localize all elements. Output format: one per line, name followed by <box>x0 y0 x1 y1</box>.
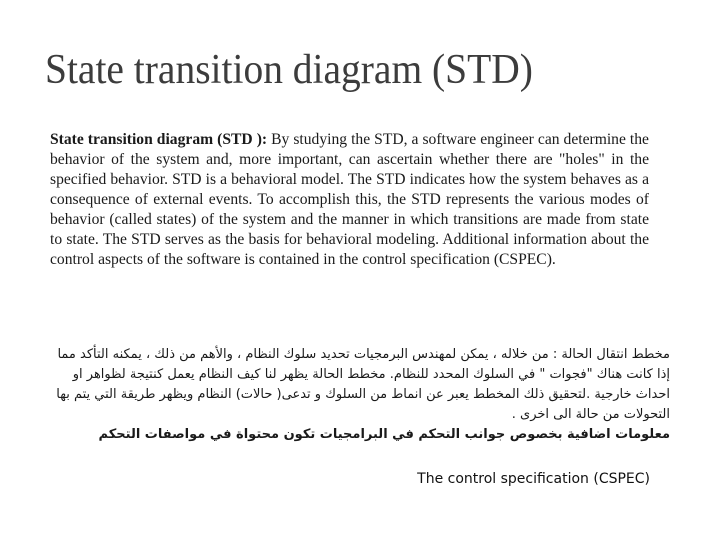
english-paragraph <box>50 130 649 270</box>
paragraph-body: By studying the STD, a software engineer can determine the behavior of the system and, more important, can ascertain whether there are "holes" in the specified behavior. STD is a behavioral model. The STD indicates how the system behaves as a consequence of external events. To accomplish this, the STD represents the various modes of behavior (called states) of the system and the manner in which transitions are made from state to state. The STD serves as the basis for behavioral modeling. Additional information about the control aspects of the software is contained in the control specification (CSPEC). <box>50 131 649 268</box>
cspec-caption: The control specification (CSPEC) <box>417 471 650 487</box>
arabic-paragraph: مخطط انتقال الحالة : من خلاله ، يمكن لمهندس البرمجيات تحديد سلوك النظام ، والأهم من ذلك ، يمكنه التأكد مما إذا كانت هناك "فجوات " في السلوك المحدد للنظام. مخطط الحالة يظهر لنا كيف النظام يعمل كنتيجة لظواهر او احداث خارجية .لتحقيق ذلك المخطط يعبر عن انماط من السلوك و تدعى( حالات) النظام ويظهر طريقة التي يتم بها التحولات من حالة الى اخرى . <box>56 347 670 422</box>
slide-title: State transition diagram (STD) <box>45 47 533 93</box>
paragraph-term: State transition diagram (STD ): <box>50 131 268 148</box>
arabic-last-line: معلومات اضافية بخصوص جوانب التحكم في البرامجيات تكون محتواة في مواصفات التحكم <box>98 427 670 442</box>
